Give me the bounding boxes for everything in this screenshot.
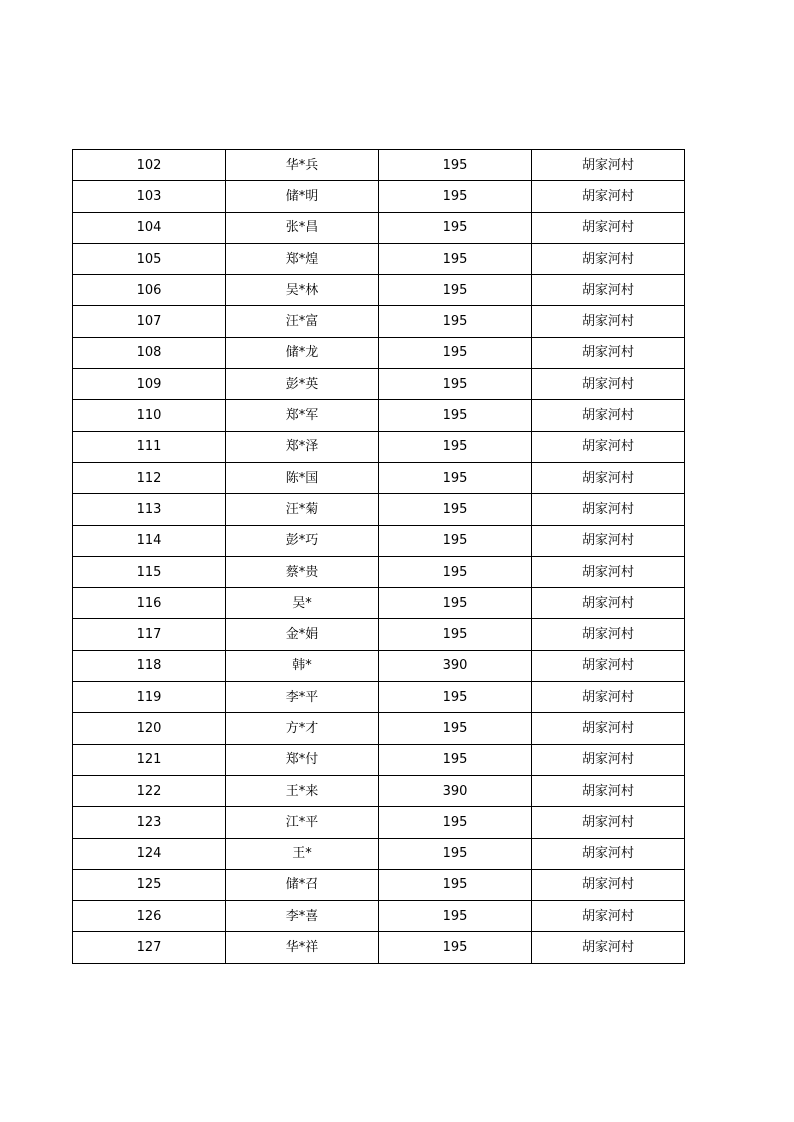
- row-number-cell: 113: [73, 494, 226, 525]
- row-number-cell: 127: [73, 932, 226, 963]
- name-cell: 郑*煌: [226, 243, 379, 274]
- amount-cell: 195: [379, 369, 532, 400]
- village-cell: 胡家河村: [532, 275, 685, 306]
- table-row: [73, 588, 685, 619]
- row-number-cell: 122: [73, 775, 226, 806]
- table-row: [73, 650, 685, 681]
- village-cell: 胡家河村: [532, 588, 685, 619]
- name-cell: 李*喜: [226, 901, 379, 932]
- amount-cell: 195: [379, 431, 532, 462]
- name-cell: 江*平: [226, 807, 379, 838]
- table-row: [73, 306, 685, 337]
- village-cell: 胡家河村: [532, 869, 685, 900]
- row-number-cell: 124: [73, 838, 226, 869]
- name-cell: 王*来: [226, 775, 379, 806]
- name-cell: 金*娟: [226, 619, 379, 650]
- amount-cell: 195: [379, 619, 532, 650]
- village-cell: 胡家河村: [532, 807, 685, 838]
- row-number-cell: 114: [73, 525, 226, 556]
- village-cell: 胡家河村: [532, 556, 685, 587]
- village-cell: 胡家河村: [532, 619, 685, 650]
- village-cell: 胡家河村: [532, 431, 685, 462]
- village-cell: 胡家河村: [532, 682, 685, 713]
- village-cell: 胡家河村: [532, 306, 685, 337]
- village-cell: 胡家河村: [532, 932, 685, 963]
- row-number-cell: 121: [73, 744, 226, 775]
- row-number-cell: 111: [73, 431, 226, 462]
- row-number-cell: 105: [73, 243, 226, 274]
- row-number-cell: 115: [73, 556, 226, 587]
- name-cell: 华*兵: [226, 150, 379, 181]
- name-cell: 陈*国: [226, 462, 379, 493]
- table-row: [73, 744, 685, 775]
- name-cell: 汪*富: [226, 306, 379, 337]
- table-row: [73, 275, 685, 306]
- table-row: [73, 556, 685, 587]
- name-cell: 彭*巧: [226, 525, 379, 556]
- name-cell: 储*召: [226, 869, 379, 900]
- row-number-cell: 120: [73, 713, 226, 744]
- name-cell: 王*: [226, 838, 379, 869]
- amount-cell: 195: [379, 932, 532, 963]
- village-cell: 胡家河村: [532, 838, 685, 869]
- village-cell: 胡家河村: [532, 243, 685, 274]
- row-number-cell: 110: [73, 400, 226, 431]
- row-number-cell: 117: [73, 619, 226, 650]
- village-cell: 胡家河村: [532, 181, 685, 212]
- row-number-cell: 119: [73, 682, 226, 713]
- name-cell: 吴*林: [226, 275, 379, 306]
- name-cell: 张*昌: [226, 212, 379, 243]
- amount-cell: 195: [379, 556, 532, 587]
- table-row: [73, 901, 685, 932]
- amount-cell: 195: [379, 337, 532, 368]
- village-cell: 胡家河村: [532, 650, 685, 681]
- table-row: [73, 869, 685, 900]
- amount-cell: 390: [379, 775, 532, 806]
- name-cell: 郑*军: [226, 400, 379, 431]
- name-cell: 韩*: [226, 650, 379, 681]
- table-row: [73, 525, 685, 556]
- village-cell: 胡家河村: [532, 525, 685, 556]
- table-row: [73, 431, 685, 462]
- row-number-cell: 107: [73, 306, 226, 337]
- table-row: [73, 932, 685, 963]
- village-cell: 胡家河村: [532, 775, 685, 806]
- table-row: [73, 619, 685, 650]
- amount-cell: 195: [379, 682, 532, 713]
- row-number-cell: 104: [73, 212, 226, 243]
- village-cell: 胡家河村: [532, 337, 685, 368]
- row-number-cell: 118: [73, 650, 226, 681]
- table-row: [73, 400, 685, 431]
- village-cell: 胡家河村: [532, 713, 685, 744]
- name-cell: 蔡*贵: [226, 556, 379, 587]
- amount-cell: 390: [379, 650, 532, 681]
- amount-cell: 195: [379, 243, 532, 274]
- name-cell: 彭*英: [226, 369, 379, 400]
- amount-cell: 195: [379, 275, 532, 306]
- table-row: [73, 243, 685, 274]
- row-number-cell: 126: [73, 901, 226, 932]
- row-number-cell: 108: [73, 337, 226, 368]
- name-cell: 吴*: [226, 588, 379, 619]
- table-row: [73, 713, 685, 744]
- amount-cell: 195: [379, 838, 532, 869]
- row-number-cell: 112: [73, 462, 226, 493]
- name-cell: 李*平: [226, 682, 379, 713]
- amount-cell: 195: [379, 588, 532, 619]
- table-row: [73, 212, 685, 243]
- row-number-cell: 109: [73, 369, 226, 400]
- table-row: [73, 775, 685, 806]
- amount-cell: 195: [379, 807, 532, 838]
- name-cell: 汪*菊: [226, 494, 379, 525]
- table-row: [73, 150, 685, 181]
- village-cell: 胡家河村: [532, 901, 685, 932]
- amount-cell: 195: [379, 869, 532, 900]
- village-cell: 胡家河村: [532, 150, 685, 181]
- table-row: [73, 682, 685, 713]
- amount-cell: 195: [379, 306, 532, 337]
- table-row: [73, 807, 685, 838]
- amount-cell: 195: [379, 901, 532, 932]
- amount-cell: 195: [379, 525, 532, 556]
- table-row: [73, 838, 685, 869]
- table-row: [73, 369, 685, 400]
- name-cell: 郑*泽: [226, 431, 379, 462]
- roster-table-body: [73, 150, 685, 964]
- amount-cell: 195: [379, 212, 532, 243]
- name-cell: 郑*付: [226, 744, 379, 775]
- table-row: [73, 181, 685, 212]
- name-cell: 储*明: [226, 181, 379, 212]
- village-cell: 胡家河村: [532, 494, 685, 525]
- village-cell: 胡家河村: [532, 744, 685, 775]
- row-number-cell: 116: [73, 588, 226, 619]
- row-number-cell: 102: [73, 150, 226, 181]
- row-number-cell: 125: [73, 869, 226, 900]
- roster-table: [72, 149, 685, 964]
- row-number-cell: 103: [73, 181, 226, 212]
- amount-cell: 195: [379, 494, 532, 525]
- amount-cell: 195: [379, 181, 532, 212]
- village-cell: 胡家河村: [532, 462, 685, 493]
- table-row: [73, 462, 685, 493]
- amount-cell: 195: [379, 713, 532, 744]
- table-row: [73, 337, 685, 368]
- amount-cell: 195: [379, 400, 532, 431]
- village-cell: 胡家河村: [532, 369, 685, 400]
- amount-cell: 195: [379, 744, 532, 775]
- name-cell: 方*才: [226, 713, 379, 744]
- amount-cell: 195: [379, 150, 532, 181]
- name-cell: 储*龙: [226, 337, 379, 368]
- row-number-cell: 123: [73, 807, 226, 838]
- village-cell: 胡家河村: [532, 212, 685, 243]
- row-number-cell: 106: [73, 275, 226, 306]
- table-row: [73, 494, 685, 525]
- amount-cell: 195: [379, 462, 532, 493]
- village-cell: 胡家河村: [532, 400, 685, 431]
- name-cell: 华*祥: [226, 932, 379, 963]
